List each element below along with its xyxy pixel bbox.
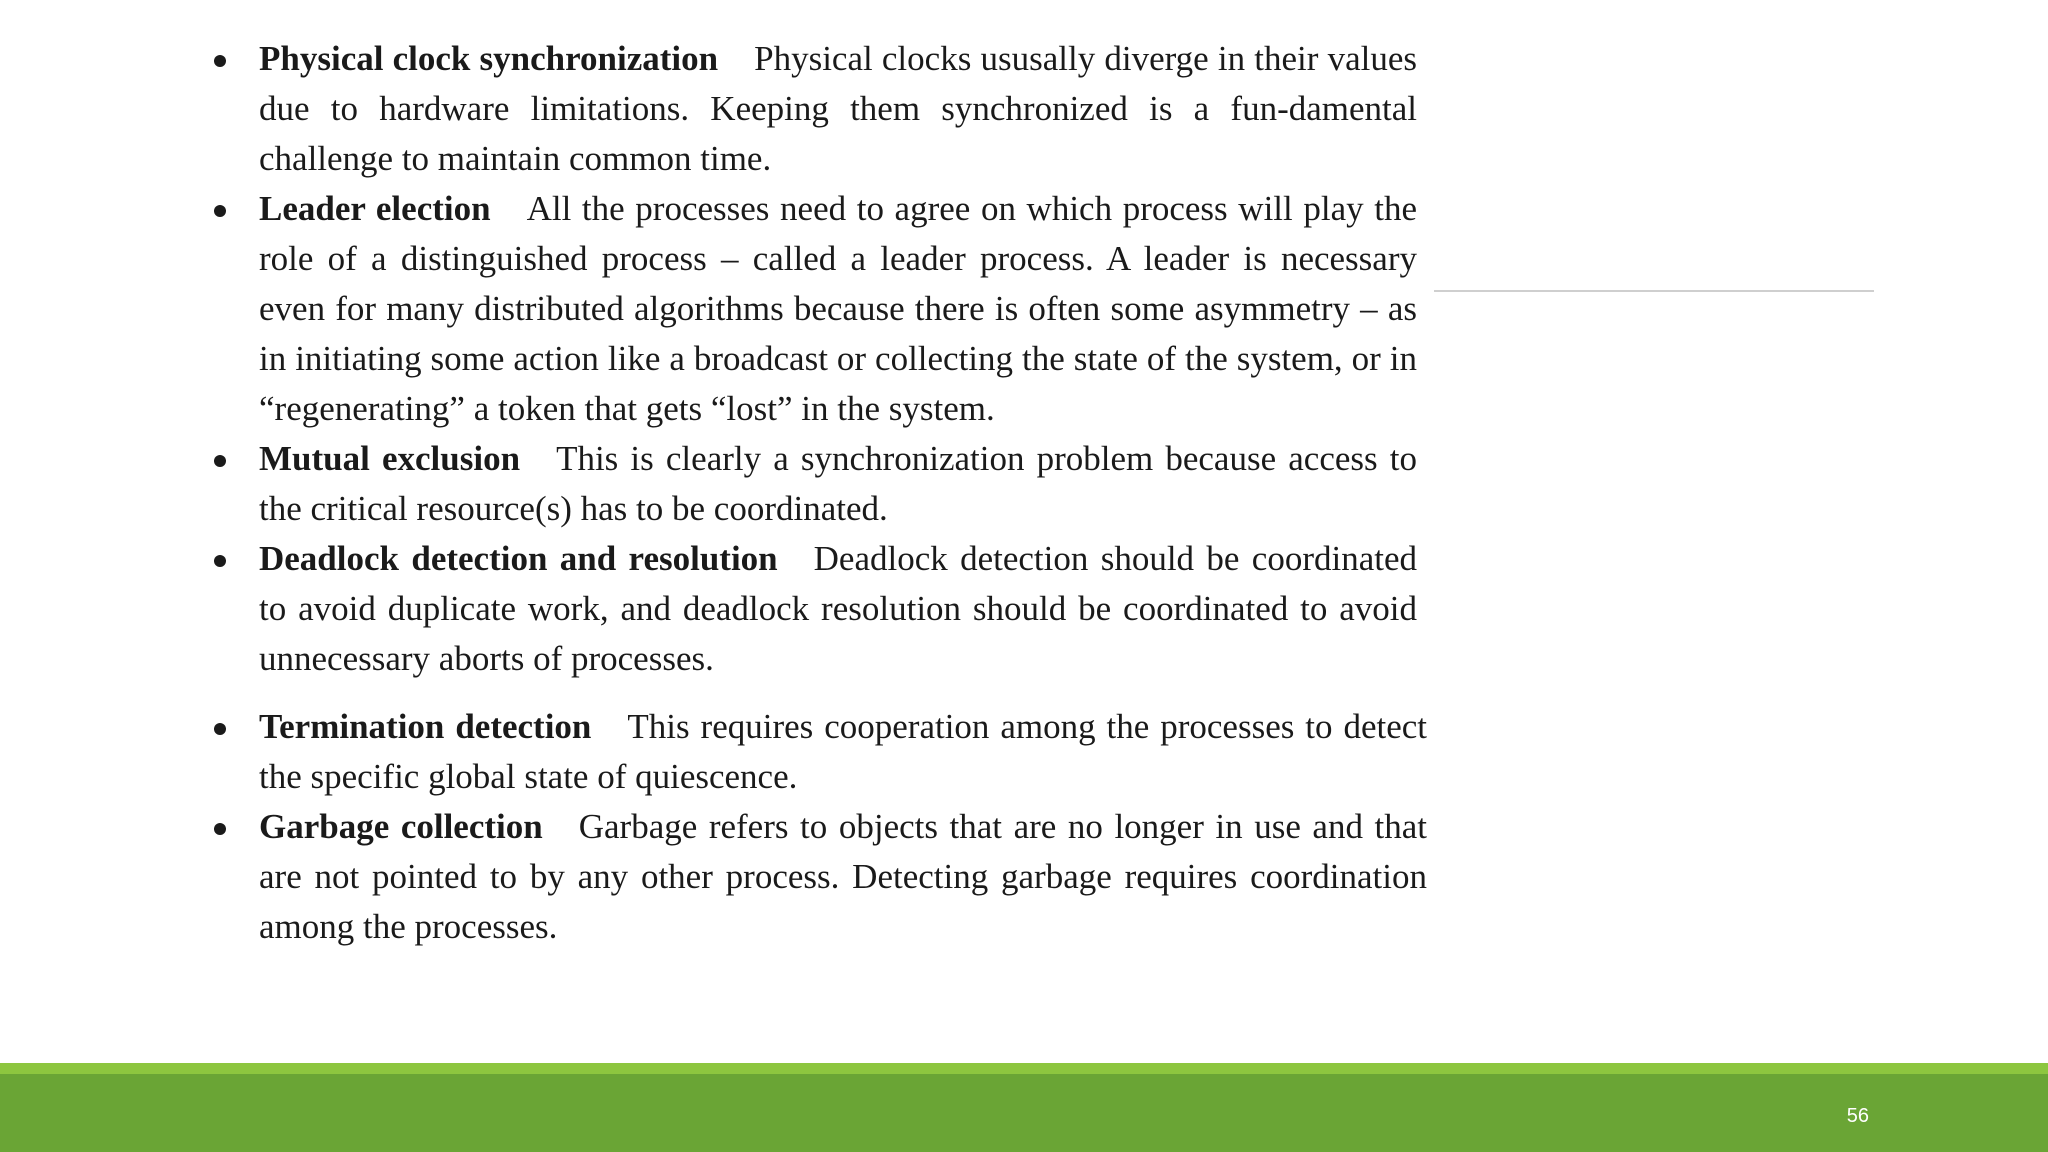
list-item: [207, 702, 1427, 802]
bullet-text: This is clearly a synchronization problem because access to the critical resource(s) has to be coordinated.: [259, 439, 1417, 528]
bullet-term: Deadlock detection and resolution: [259, 539, 778, 578]
list-item: [207, 184, 1417, 434]
bullet-dot-icon: [214, 823, 226, 835]
bullet-term: Garbage collection: [259, 807, 543, 846]
footer-bar: [0, 1074, 2048, 1152]
list-item: [207, 534, 1417, 684]
list-item: [207, 34, 1417, 184]
page-number: 56: [1846, 1105, 1869, 1127]
bullet-term: Leader election: [259, 189, 491, 228]
bullet-text: All the processes need to agree on which process will play the role of a distinguished process – called a leader process. A leader is necessary even for many distributed algorithms because there is often some asymmetry – as in initiating some action like a broadcast or collecting the state of the system, or in “regenerating” a token that gets “lost” in the system.: [259, 189, 1417, 428]
bullet-list: [207, 34, 1428, 952]
bullet-term: Mutual exclusion: [259, 439, 521, 478]
bullet-dot-icon: [214, 455, 226, 467]
list-item: [207, 802, 1427, 952]
bullet-dot-icon: [214, 555, 226, 567]
bullet-text: Deadlock detection should be coordinated to avoid duplicate work, and deadlock resolution should be coordinated to avoid unnecessary aborts of processes.: [259, 539, 1418, 678]
bullet-term: Physical clock synchronization: [259, 39, 719, 78]
list-item: [207, 434, 1417, 534]
bullet-dot-icon: [214, 55, 226, 67]
bullet-text: Physical clocks ususally diverge in their values due to hardware limitations. Keeping them synchronized is a fun-damental challenge to maintain common time.: [259, 39, 1418, 178]
footer-accent-stripe: [0, 1063, 2048, 1074]
bullet-dot-icon: [214, 205, 226, 217]
bullet-text: This requires cooperation among the processes to detect the specific global state of quiescence.: [259, 707, 1427, 796]
bullet-dot-icon: [214, 723, 226, 735]
bullet-term: Termination detection: [259, 707, 592, 746]
horizontal-divider: [1434, 290, 1874, 292]
bullet-text: Garbage refers to objects that are no longer in use and that are not pointed to by any other process. Detecting garbage requires coordination among the processes.: [259, 807, 1428, 946]
